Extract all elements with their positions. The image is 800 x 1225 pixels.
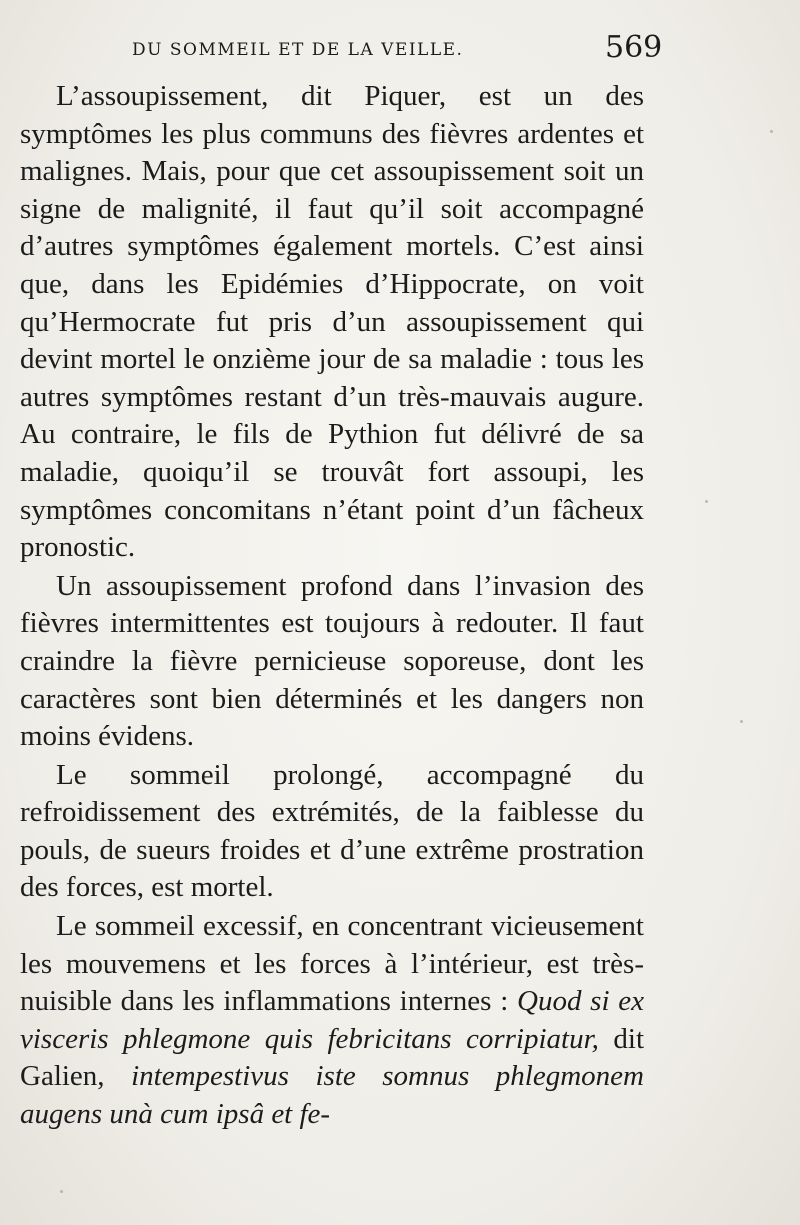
body-text [20,78,644,1134]
quote-attribution: dit Galien, [20,1022,645,1093]
paragraph-sommeil-prolonge: Le sommeil prolongé, accompagné du refroidissement des extrémités, de la faiblesse du pouls, de sueurs froides et d’une extrême prostration des forces, est mortel. [20,758,644,904]
paper-speck [740,720,743,723]
running-head: DU SOMMEIL ET DE LA VEILLE. [132,40,464,60]
page-number: 569 [605,30,663,65]
latin-quote-1: Quod si ex visceris phlegmone quis febricitans corripiatur, [20,985,644,1055]
paper-speck [705,500,708,503]
paragraph-fievres-intermittentes: Un assoupissement profond dans l’invasion des fièvres intermittentes est toujours à redouter. Il faut craindre la fièvre pernicieuse soporeuse, dont les caractères sont bien déterminés et les dangers non moins évidens. [20,569,644,753]
latin-quote-2: intempestivus iste somnus phlegmonem augens unà cum ipsâ et fe- [20,1060,644,1131]
paragraph-lead: Le sommeil excessif, en concentrant vicieusement les mouvemens et les forces à l’intérieur, est très-nuisible dans les inflammations internes : [20,910,644,1018]
paragraph-sommeil-excessif [20,908,644,1134]
paper-speck [770,130,773,133]
paper-speck [60,1190,63,1193]
paragraph-assoupissement: L’assoupissement, dit Piquer, est un des symptômes les plus communs des fièvres ardentes et malignes. Mais, pour que cet assoupissement soit un signe de malignité, il faut qu’il soit accompagné d’autres symptômes également mortels. C’est ainsi que, dans les Epidémies d’Hippocrate, on voit qu’Hermocrate fut pris d’un assoupissement qui devint mortel le onzième jour de sa maladie : tous les autres symptômes restant d’un très-mauvais augure. Au contraire, le fils de Pythion fut délivré de sa maladie, quoiqu’il se trouvât fort assoupi, les symptômes concomitans n’étant point d’un fâcheux pronostic. [20,80,644,564]
